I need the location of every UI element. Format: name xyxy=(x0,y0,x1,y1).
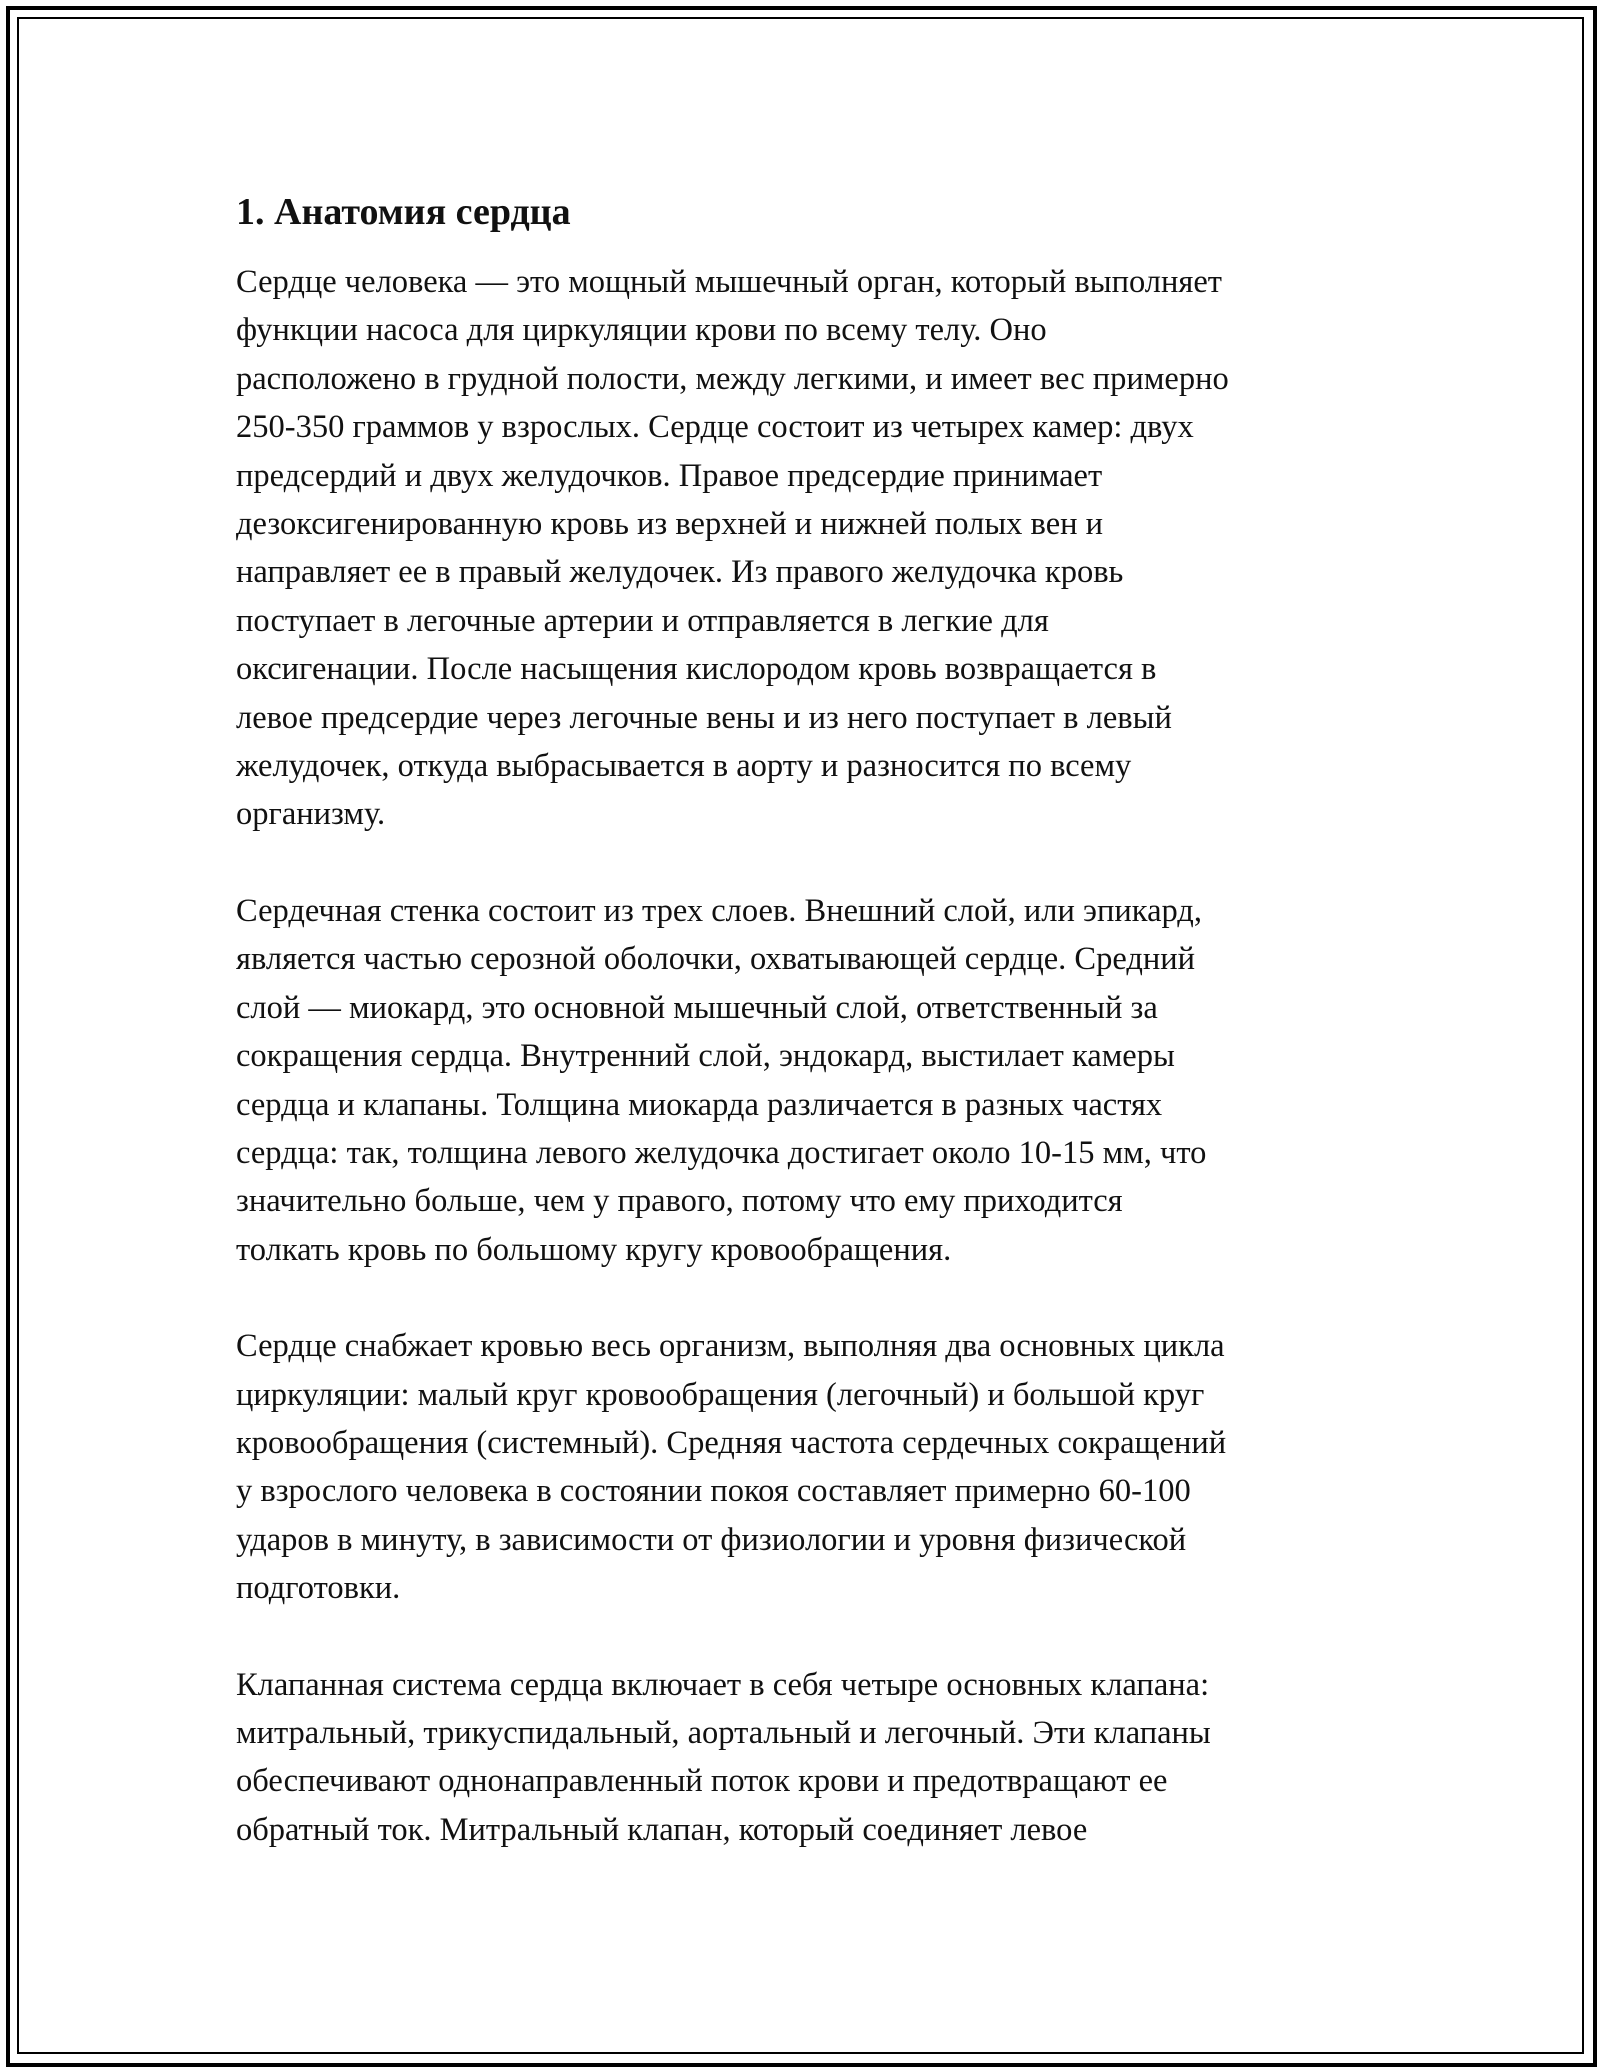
text-line: поступает в легочные артерии и отправляется в легкие для xyxy=(236,602,1049,639)
text-line: значительно больше, чем у правого, потому что ему приходится xyxy=(236,1183,1123,1220)
text-line: функции насоса для циркуляции крови по всему телу. Оно xyxy=(236,312,1047,349)
paragraph-heart-wall xyxy=(236,887,1366,1274)
section-heading: 1. Анатомия сердца xyxy=(236,191,571,233)
text-line: слой — миокард, это основной мышечный слой, ответственный за xyxy=(236,989,1158,1026)
text-line: Сердечная стенка состоит из трех слоев. Внешний слой, или эпикард, xyxy=(236,892,1202,929)
text-line: предсердий и двух желудочков. Правое предсердие принимает xyxy=(236,457,1103,494)
text-line: оксигенации. После насыщения кислородом кровь возвращается в xyxy=(236,651,1157,688)
text-line: толкать кровь по большому кругу кровообращения. xyxy=(236,1231,952,1268)
text-line: подготовки. xyxy=(236,1570,401,1607)
text-line: расположено в грудной полости, между легкими, и имеет вес примерно xyxy=(236,360,1229,397)
text-line: желудочек, откуда выбрасывается в аорту и разносится по всему xyxy=(236,748,1132,785)
text-line: Сердце снабжает кровью весь организм, выполняя два основных цикла xyxy=(236,1328,1225,1365)
text-line: организму. xyxy=(236,796,386,833)
paragraph-valves xyxy=(236,1661,1366,1855)
text-line: сокращения сердца. Внутренний слой, эндокард, выстилает камеры xyxy=(236,1038,1175,1075)
text-line: левое предсердие через легочные вены и из него поступает в левый xyxy=(236,699,1172,736)
paragraph-anatomy-overview xyxy=(236,258,1366,839)
paragraph-circulation xyxy=(236,1322,1366,1612)
text-line: направляет ее в правый желудочек. Из правого желудочка кровь xyxy=(236,554,1124,591)
text-line: кровообращения (системный). Средняя частота сердечных сокращений xyxy=(236,1424,1227,1461)
document-body xyxy=(236,188,1366,1902)
text-line: Клапанная система сердца включает в себя четыре основных клапана: xyxy=(236,1666,1210,1703)
text-line: является частью серозной оболочки, охватывающей сердце. Средний xyxy=(236,941,1196,978)
text-line: сердца: так, толщина левого желудочка достигает около 10-15 мм, что xyxy=(236,1134,1207,1171)
text-line: Сердце человека — это мощный мышечный орган, который выполняет xyxy=(236,264,1222,300)
text-line: сердца и клапаны. Толщина миокарда различается в разных частях xyxy=(236,1086,1163,1123)
text-line: дезоксигенированную кровь из верхней и нижней полых вен и xyxy=(236,506,1104,543)
text-line: обеспечивают однонаправленный поток крови и предотвращают ее xyxy=(236,1763,1168,1800)
text-line: циркуляции: малый круг кровообращения (легочный) и большой круг xyxy=(236,1376,1205,1413)
text-line: 250-350 граммов у взрослых. Сердце состоит из четырех камер: двух xyxy=(236,409,1194,446)
text-line: митральный, трикуспидальный, аортальный и легочный. Эти клапаны xyxy=(236,1714,1211,1751)
text-line: у взрослого человека в состоянии покоя составляет примерно 60-100 xyxy=(236,1473,1191,1510)
text-line: ударов в минуту, в зависимости от физиологии и уровня физической xyxy=(236,1521,1187,1558)
text-line: обратный ток. Митральный клапан, который соединяет левое xyxy=(236,1811,1088,1848)
